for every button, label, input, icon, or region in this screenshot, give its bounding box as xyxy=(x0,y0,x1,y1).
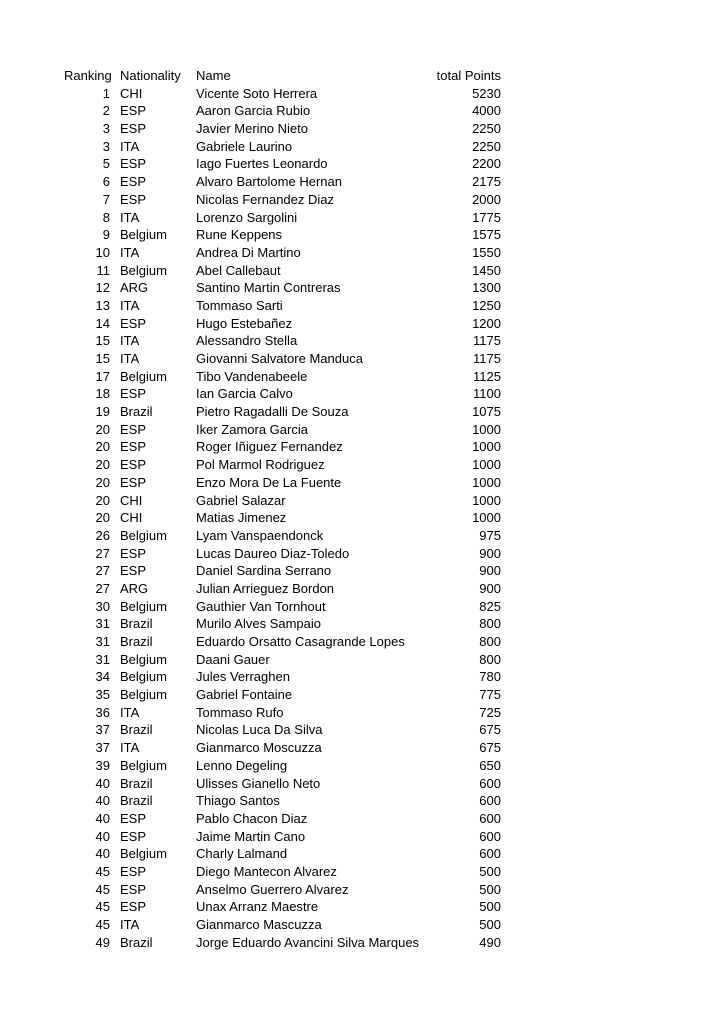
cell-name: Jorge Eduardo Avancini Silva Marques xyxy=(196,934,420,950)
table-row xyxy=(64,85,501,103)
cell-name: Gabriel Fontaine xyxy=(196,687,293,703)
cell-nationality: ESP xyxy=(120,545,147,561)
cell-points: 1575 xyxy=(472,227,501,243)
cell-name: Ulisses Gianello Neto xyxy=(196,775,321,791)
cell-points: 725 xyxy=(479,704,501,720)
cell-points: 600 xyxy=(479,775,501,791)
table-row xyxy=(64,421,501,439)
cell-points: 800 xyxy=(479,651,501,667)
cell-points: 775 xyxy=(479,687,501,703)
cell-nationality: Brazil xyxy=(120,793,153,809)
cell-ranking: 45 xyxy=(95,917,110,932)
cell-nationality: ESP xyxy=(120,121,147,137)
cell-name: Alvaro Bartolome Hernan xyxy=(196,174,342,190)
table-row xyxy=(64,633,501,651)
cell-points: 600 xyxy=(479,810,501,826)
cell-ranking: 27 xyxy=(95,545,110,561)
cell-points: 900 xyxy=(479,563,501,579)
cell-nationality: ITA xyxy=(120,704,140,720)
table-row xyxy=(64,368,501,386)
table-row xyxy=(64,456,501,474)
cell-name: Tommaso Rufo xyxy=(196,704,284,720)
table-row xyxy=(64,615,501,633)
cell-name: Pietro Ragadalli De Souza xyxy=(196,404,349,420)
cell-name: Enzo Mora De La Fuente xyxy=(196,474,342,490)
table-row xyxy=(64,191,501,209)
header-points: total Points xyxy=(436,68,501,83)
cell-ranking: 19 xyxy=(95,404,110,420)
table-row xyxy=(64,138,501,156)
cell-ranking: 37 xyxy=(95,722,110,738)
cell-nationality: ITA xyxy=(120,917,140,932)
cell-ranking: 3 xyxy=(102,138,110,154)
cell-ranking: 40 xyxy=(95,775,110,791)
cell-nationality: ITA xyxy=(120,351,140,366)
cell-points: 490 xyxy=(479,934,501,950)
cell-ranking: 20 xyxy=(95,421,110,437)
table-header-row xyxy=(64,67,501,85)
cell-nationality: ESP xyxy=(120,863,147,879)
table-row xyxy=(64,226,501,244)
cell-ranking: 49 xyxy=(95,934,110,950)
cell-ranking: 17 xyxy=(95,368,110,384)
cell-nationality: ESP xyxy=(120,899,147,915)
cell-name: Aaron Garcia Rubio xyxy=(196,103,311,119)
cell-points: 1000 xyxy=(472,421,501,437)
cell-name: Vicente Soto Herrera xyxy=(196,85,318,101)
cell-nationality: ESP xyxy=(120,103,147,119)
cell-points: 500 xyxy=(479,917,501,932)
cell-name: Iker Zamora Garcia xyxy=(196,421,308,437)
cell-nationality: Belgium xyxy=(120,227,167,243)
cell-nationality: Belgium xyxy=(120,598,167,614)
cell-ranking: 40 xyxy=(95,793,110,809)
cell-points: 1775 xyxy=(472,209,501,225)
table-row xyxy=(64,704,501,722)
cell-name: Anselmo Guerrero Alvarez xyxy=(196,881,349,897)
cell-points: 975 xyxy=(479,527,501,543)
table-row xyxy=(64,155,501,173)
cell-name: Daniel Sardina Serrano xyxy=(196,563,332,579)
table-row xyxy=(64,262,501,280)
cell-nationality: ESP xyxy=(120,421,147,437)
cell-ranking: 20 xyxy=(95,510,110,526)
table-row xyxy=(64,438,501,456)
cell-points: 1125 xyxy=(473,368,501,384)
table-row xyxy=(64,934,501,952)
cell-ranking: 3 xyxy=(102,121,110,137)
cell-ranking: 14 xyxy=(95,315,110,331)
cell-nationality: Belgium xyxy=(120,527,167,543)
header-name: Name xyxy=(196,68,231,83)
cell-ranking: 20 xyxy=(95,492,110,508)
cell-nationality: ARG xyxy=(120,580,149,596)
cell-points: 1100 xyxy=(473,386,501,402)
cell-points: 600 xyxy=(479,793,501,809)
cell-name: Tibo Vandenabeele xyxy=(196,368,308,384)
cell-nationality: ESP xyxy=(120,828,147,844)
cell-ranking: 27 xyxy=(95,563,110,579)
cell-name: Matias Jimenez xyxy=(196,510,287,526)
cell-points: 2175 xyxy=(472,174,501,190)
cell-ranking: 36 xyxy=(95,704,110,720)
cell-points: 900 xyxy=(479,545,501,561)
table-row xyxy=(64,562,501,580)
cell-nationality: ESP xyxy=(120,174,147,190)
table-row xyxy=(64,350,501,368)
cell-nationality: Brazil xyxy=(120,616,153,632)
table-row xyxy=(64,545,501,563)
cell-nationality: Belgium xyxy=(120,846,167,862)
cell-ranking: 31 xyxy=(95,651,110,667)
cell-nationality: Belgium xyxy=(120,262,167,278)
table-row xyxy=(64,173,501,191)
cell-name: Roger Iñiguez Fernandez xyxy=(196,439,343,455)
cell-nationality: ESP xyxy=(120,881,147,897)
cell-name: Abel Callebaut xyxy=(196,262,281,278)
table-row xyxy=(64,792,501,810)
cell-ranking: 6 xyxy=(102,174,110,190)
cell-points: 2250 xyxy=(472,121,501,137)
cell-points: 5230 xyxy=(472,85,501,101)
table-row xyxy=(64,598,501,616)
cell-ranking: 27 xyxy=(95,580,110,596)
cell-nationality: ITA xyxy=(120,297,140,313)
cell-ranking: 45 xyxy=(95,881,110,897)
cell-points: 500 xyxy=(479,899,501,915)
cell-points: 1175 xyxy=(473,333,501,349)
cell-points: 780 xyxy=(479,669,501,685)
cell-ranking: 30 xyxy=(95,598,110,614)
cell-nationality: Brazil xyxy=(120,934,153,950)
table-row xyxy=(64,757,501,775)
cell-nationality: CHI xyxy=(120,510,143,526)
cell-name: Eduardo Orsatto Casagrande Lopes xyxy=(196,634,405,649)
cell-nationality: ESP xyxy=(120,156,147,172)
cell-ranking: 40 xyxy=(95,810,110,826)
cell-points: 1250 xyxy=(472,297,501,313)
cell-points: 500 xyxy=(479,863,501,879)
cell-nationality: CHI xyxy=(120,492,143,508)
cell-name: Lenno Degeling xyxy=(196,757,288,773)
cell-ranking: 13 xyxy=(95,297,110,313)
cell-name: Thiago Santos xyxy=(196,793,280,809)
cell-nationality: ESP xyxy=(120,191,147,207)
cell-name: Jaime Martin Cano xyxy=(196,828,306,844)
table-row xyxy=(64,580,501,598)
cell-points: 2000 xyxy=(472,191,501,207)
cell-points: 675 xyxy=(479,722,501,738)
table-row xyxy=(64,775,501,793)
cell-points: 1175 xyxy=(473,351,501,366)
cell-points: 1300 xyxy=(472,280,501,296)
cell-ranking: 2 xyxy=(102,103,110,119)
cell-ranking: 12 xyxy=(95,280,110,296)
ranking-table xyxy=(64,67,501,951)
cell-name: Julian Arrieguez Bordon xyxy=(196,580,335,596)
cell-name: Hugo Estebañez xyxy=(196,315,293,331)
cell-nationality: ESP xyxy=(120,386,147,402)
table-row xyxy=(64,120,501,138)
header-nationality: Nationality xyxy=(120,68,181,83)
table-row xyxy=(64,916,501,934)
table-row xyxy=(64,668,501,686)
cell-ranking: 40 xyxy=(95,846,110,862)
cell-nationality: Brazil xyxy=(120,404,153,420)
cell-points: 2250 xyxy=(472,138,501,154)
cell-nationality: ESP xyxy=(120,474,147,490)
cell-ranking: 31 xyxy=(95,634,110,649)
table-row xyxy=(64,898,501,916)
cell-ranking: 15 xyxy=(95,351,110,366)
cell-name: Nicolas Luca Da Silva xyxy=(196,722,323,738)
cell-nationality: Belgium xyxy=(120,757,167,773)
cell-points: 4000 xyxy=(472,103,501,119)
cell-name: Gianmarco Mascuzza xyxy=(196,917,322,932)
cell-ranking: 15 xyxy=(95,333,110,349)
table-row xyxy=(64,686,501,704)
cell-ranking: 45 xyxy=(95,863,110,879)
cell-ranking: 7 xyxy=(102,191,110,207)
cell-name: Lucas Daureo Diaz-Toledo xyxy=(196,545,350,561)
cell-nationality: ITA xyxy=(120,244,140,260)
cell-points: 600 xyxy=(479,828,501,844)
table-row xyxy=(64,739,501,757)
cell-points: 1000 xyxy=(472,439,501,455)
cell-name: Lorenzo Sargolini xyxy=(196,209,298,225)
cell-points: 1550 xyxy=(472,244,501,260)
cell-name: Pol Marmol Rodriguez xyxy=(196,457,325,473)
cell-points: 825 xyxy=(479,598,501,614)
table-row xyxy=(64,863,501,881)
cell-points: 800 xyxy=(479,634,501,649)
cell-points: 1000 xyxy=(472,474,501,490)
cell-points: 1000 xyxy=(472,510,501,526)
cell-nationality: Brazil xyxy=(120,722,153,738)
cell-name: Jules Verraghen xyxy=(196,669,290,685)
cell-name: Gabriele Laurino xyxy=(196,138,293,154)
cell-points: 600 xyxy=(479,846,501,862)
cell-nationality: ITA xyxy=(120,209,140,225)
cell-nationality: ESP xyxy=(120,810,147,826)
table-row xyxy=(64,828,501,846)
cell-points: 1000 xyxy=(472,457,501,473)
table-row xyxy=(64,845,501,863)
cell-name: Alessandro Stella xyxy=(196,333,298,349)
cell-ranking: 40 xyxy=(95,828,110,844)
cell-points: 800 xyxy=(479,616,501,632)
cell-nationality: ESP xyxy=(120,439,147,455)
cell-ranking: 20 xyxy=(95,439,110,455)
table-row xyxy=(64,721,501,739)
cell-ranking: 20 xyxy=(95,457,110,473)
table-row xyxy=(64,209,501,227)
cell-ranking: 9 xyxy=(102,227,110,243)
cell-name: Giovanni Salvatore Manduca xyxy=(196,351,363,366)
table-row xyxy=(64,527,501,545)
cell-nationality: ESP xyxy=(120,315,147,331)
cell-ranking: 10 xyxy=(95,244,110,260)
cell-points: 675 xyxy=(479,740,501,756)
cell-nationality: Belgium xyxy=(120,687,167,703)
cell-points: 500 xyxy=(479,881,501,897)
cell-nationality: CHI xyxy=(120,85,143,101)
table-row xyxy=(64,385,501,403)
cell-ranking: 35 xyxy=(95,687,110,703)
table-body xyxy=(64,85,501,952)
cell-points: 2200 xyxy=(472,156,501,172)
cell-nationality: Belgium xyxy=(120,368,167,384)
cell-name: Daani Gauer xyxy=(196,651,270,667)
table-row xyxy=(64,881,501,899)
cell-nationality: ESP xyxy=(120,563,147,579)
cell-name: Lyam Vanspaendonck xyxy=(196,527,324,543)
cell-ranking: 45 xyxy=(95,899,110,915)
cell-nationality: Belgium xyxy=(120,651,167,667)
cell-name: Ian Garcia Calvo xyxy=(196,386,293,402)
cell-nationality: ITA xyxy=(120,138,140,154)
cell-ranking: 37 xyxy=(95,740,110,756)
cell-nationality: ITA xyxy=(120,333,140,349)
cell-ranking: 5 xyxy=(102,156,110,172)
cell-ranking: 39 xyxy=(95,757,110,773)
cell-ranking: 20 xyxy=(95,474,110,490)
cell-nationality: Belgium xyxy=(120,669,167,685)
cell-ranking: 8 xyxy=(102,209,110,225)
table-row xyxy=(64,492,501,510)
table-row xyxy=(64,474,501,492)
cell-name: Santino Martin Contreras xyxy=(196,280,341,296)
cell-ranking: 11 xyxy=(96,262,110,278)
cell-points: 900 xyxy=(479,580,501,596)
cell-name: Javier Merino Nieto xyxy=(196,121,308,137)
cell-name: Gabriel Salazar xyxy=(196,492,286,508)
cell-name: Charly Lalmand xyxy=(196,846,288,862)
header-ranking: Ranking xyxy=(64,68,112,83)
table-row xyxy=(64,297,501,315)
cell-nationality: ESP xyxy=(120,457,147,473)
table-row xyxy=(64,403,501,421)
cell-ranking: 34 xyxy=(95,669,110,685)
table-row xyxy=(64,810,501,828)
cell-nationality: Brazil xyxy=(120,775,153,791)
cell-ranking: 1 xyxy=(102,85,110,101)
cell-points: 1200 xyxy=(472,315,501,331)
cell-name: Gauthier Van Tornhout xyxy=(196,598,326,614)
cell-name: Diego Mantecon Alvarez xyxy=(196,863,337,879)
cell-name: Rune Keppens xyxy=(196,227,283,243)
cell-name: Pablo Chacon Diaz xyxy=(196,810,308,826)
cell-ranking: 18 xyxy=(95,386,110,402)
cell-nationality: Brazil xyxy=(120,634,153,649)
cell-name: Murilo Alves Sampaio xyxy=(196,616,321,632)
cell-points: 1000 xyxy=(472,492,501,508)
cell-nationality: ITA xyxy=(120,740,140,756)
cell-name: Unax Arranz Maestre xyxy=(196,899,319,915)
cell-points: 650 xyxy=(479,757,501,773)
table-row xyxy=(64,509,501,527)
table-row xyxy=(64,315,501,333)
cell-name: Gianmarco Moscuzza xyxy=(196,740,322,756)
cell-ranking: 26 xyxy=(95,527,110,543)
cell-name: Iago Fuertes Leonardo xyxy=(196,156,328,172)
table-row xyxy=(64,244,501,262)
table-row xyxy=(64,279,501,297)
table-row xyxy=(64,651,501,669)
cell-name: Nicolas Fernandez Diaz xyxy=(196,191,335,207)
table-row xyxy=(64,332,501,350)
cell-points: 1075 xyxy=(472,404,501,420)
cell-ranking: 31 xyxy=(95,616,110,632)
cell-points: 1450 xyxy=(472,262,501,278)
cell-name: Tommaso Sarti xyxy=(196,297,283,313)
cell-name: Andrea Di Martino xyxy=(196,244,301,260)
cell-nationality: ARG xyxy=(120,280,149,296)
table-row xyxy=(64,102,501,120)
